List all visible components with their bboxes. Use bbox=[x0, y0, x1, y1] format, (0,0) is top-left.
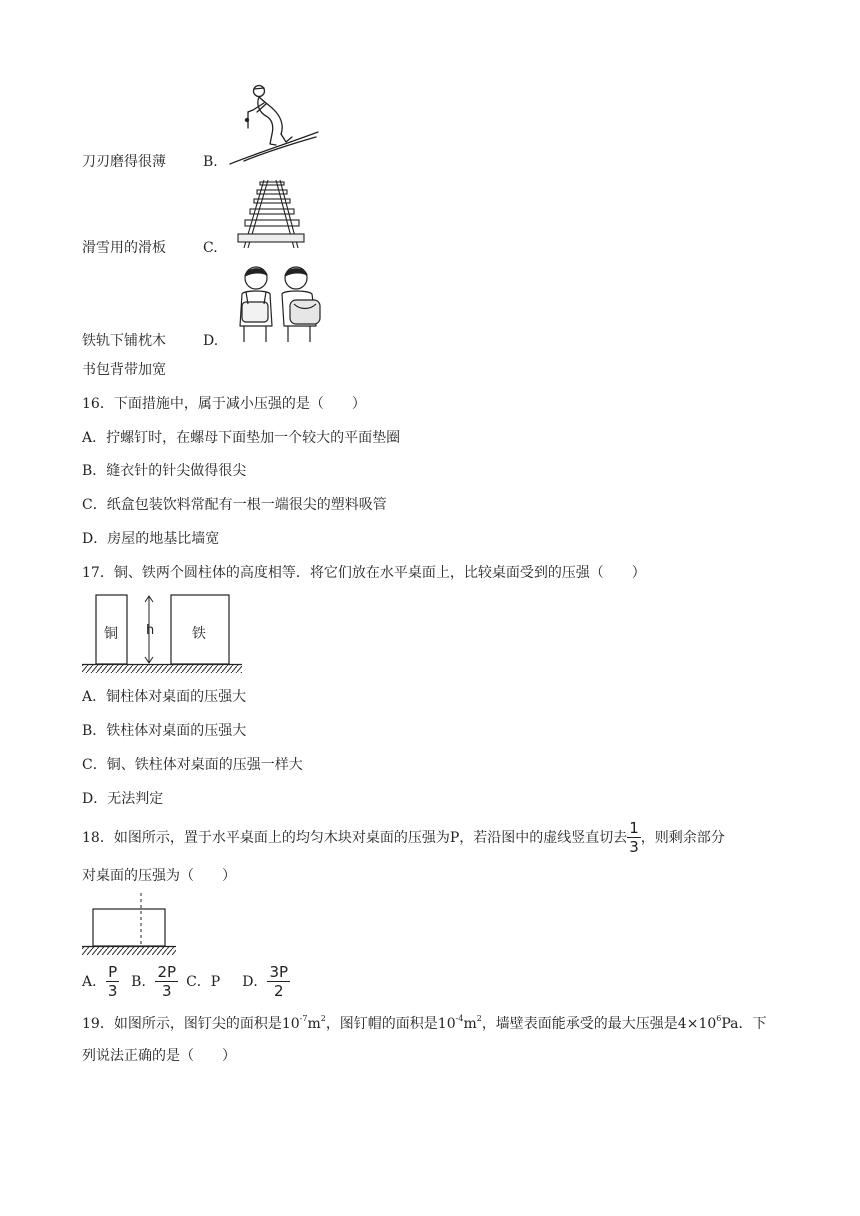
q15-option-text-d: 书包背带加宽 bbox=[82, 362, 166, 378]
q16-option-c: C．纸盒包装饮料常配有一根一端很尖的塑料吸管 bbox=[82, 497, 387, 513]
q18-stem-part1: 18．如图所示，置于水平桌面上的均匀木块对桌面的压强为P，若沿图中的虚线竖直切去 bbox=[82, 830, 628, 846]
q15-option-letter-c: C. bbox=[203, 240, 218, 256]
q17-stem: 17．铜、铁两个圆柱体的高度相等．将它们放在水平桌面上，比较桌面受到的压强（ ） bbox=[82, 565, 646, 581]
q16-stem: 16．下面措施中，属于减小压强的是（ ） bbox=[82, 396, 366, 412]
q16-option-a: A．拧螺钉时，在螺母下面垫加一个较大的平面垫圈 bbox=[82, 430, 401, 446]
q19-exp3: 6 bbox=[716, 1014, 722, 1023]
q18-option-a-num: P bbox=[108, 963, 118, 981]
q18-option-c-text: P bbox=[210, 974, 221, 990]
railway-track-image bbox=[226, 178, 316, 250]
q17-option-b: B．铁柱体对桌面的压强大 bbox=[82, 723, 247, 739]
q17-option-d: D．无法判定 bbox=[82, 791, 164, 807]
copper-label: 铜 bbox=[104, 626, 118, 642]
q15-option-letter-b: B. bbox=[203, 154, 218, 170]
iron-label: 铁 bbox=[192, 626, 206, 642]
q18-fraction-num: 1 bbox=[629, 819, 639, 837]
wood-block bbox=[93, 909, 165, 946]
height-label: h bbox=[146, 623, 155, 638]
q18-option-d-letter: D． bbox=[242, 974, 268, 990]
q18-option-c-letter: C． bbox=[186, 974, 211, 990]
q16-option-d: D．房屋的地基比墙宽 bbox=[82, 531, 220, 547]
q18-option-a-letter: A． bbox=[82, 974, 107, 990]
q18-stem-line2: 对桌面的压强为（ ） bbox=[82, 868, 236, 884]
q17-option-a: A．铜柱体对桌面的压强大 bbox=[82, 689, 247, 705]
q19-part4: m bbox=[463, 1016, 477, 1032]
q18-option-b-den: 3 bbox=[161, 982, 172, 1000]
q18-stem-part2: ，则剩余部分 bbox=[640, 830, 725, 846]
q19-exp1: -7 bbox=[299, 1014, 308, 1023]
q15-option-letter-d: D. bbox=[203, 333, 219, 349]
q19-stem-line1 bbox=[82, 1014, 767, 1032]
q19-part2: m bbox=[307, 1016, 321, 1032]
q18-option-b-letter: B． bbox=[131, 974, 156, 990]
q18-option-a-den: 3 bbox=[107, 982, 118, 1000]
q18-block-figure bbox=[82, 907, 178, 957]
q19-exp2: -4 bbox=[455, 1014, 464, 1023]
skier-image bbox=[226, 82, 322, 168]
q19-sq2: 2 bbox=[476, 1014, 482, 1023]
q17-option-c: C．铜、铁柱体对桌面的压强一样大 bbox=[82, 757, 303, 773]
q18-option-d-num: 3P bbox=[269, 963, 289, 981]
q19-part1: 19．如图所示，图钉尖的面积是10 bbox=[82, 1016, 300, 1032]
q18-fraction-den: 3 bbox=[629, 838, 639, 856]
q19-part5: ，墙壁表面能承受的最大压强是4×10 bbox=[481, 1016, 717, 1032]
q18-options bbox=[82, 962, 290, 1002]
q15-option-text-a: 刀刃磨得很薄 bbox=[82, 154, 166, 170]
q19-sq1: 2 bbox=[320, 1014, 326, 1023]
q18-option-d-fraction bbox=[267, 965, 290, 999]
table-hatch bbox=[82, 665, 242, 673]
q18-fraction bbox=[627, 821, 641, 855]
q18-option-a-fraction bbox=[106, 965, 119, 999]
q18-option-b-num: 2P bbox=[157, 963, 177, 981]
q18-option-b-fraction bbox=[155, 965, 178, 999]
q19-part3: ，图钉帽的面积是10 bbox=[325, 1016, 456, 1032]
q19-stem-line2: 列说法正确的是（ ） bbox=[82, 1048, 236, 1064]
q15-option-text-b: 滑雪用的滑板 bbox=[82, 240, 166, 256]
q19-part6: Pa．下 bbox=[721, 1016, 767, 1032]
q18-option-d-den: 2 bbox=[273, 982, 284, 1000]
q15-option-text-c: 铁轨下铺枕木 bbox=[82, 333, 166, 349]
children-backpacks-image bbox=[228, 264, 328, 346]
q16-option-b: B．缝衣针的针尖做得很尖 bbox=[82, 463, 247, 479]
q18-stem-line1 bbox=[82, 818, 725, 858]
